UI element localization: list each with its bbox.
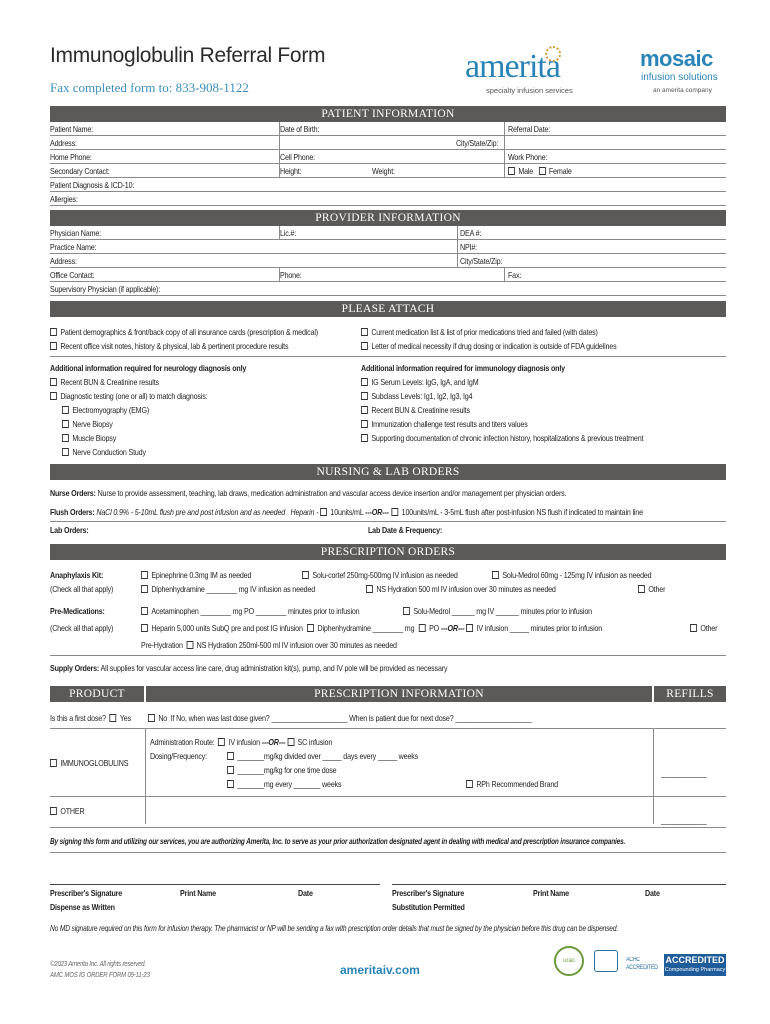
- checkbox[interactable]: [50, 392, 57, 400]
- checkbox[interactable]: [361, 378, 368, 386]
- allergies-field[interactable]: Allergies:: [50, 194, 78, 204]
- checkbox[interactable]: [227, 780, 234, 788]
- achc-text: ACHC ACCREDITED: [626, 957, 658, 971]
- neuro-item: Nerve Biopsy: [62, 418, 113, 431]
- checkbox[interactable]: [391, 508, 398, 516]
- cell-phone-field[interactable]: Cell Phone:: [280, 152, 316, 162]
- rph-brand-option: RPh Recommended Brand: [466, 778, 558, 791]
- divider: [50, 356, 726, 357]
- immuno-item: Subclass Levels: Ig1, Ig2, Ig3, Ig4: [361, 390, 472, 403]
- neuro-item: Muscle Biopsy: [62, 432, 116, 445]
- date-2: Date: [645, 888, 660, 898]
- checkbox[interactable]: [361, 420, 368, 428]
- divider: [653, 728, 654, 824]
- npi-field[interactable]: NPI#:: [460, 242, 477, 252]
- checkbox[interactable]: [638, 585, 645, 593]
- print-name-1: Print Name: [180, 888, 216, 898]
- iv-checkbox[interactable]: [218, 738, 225, 746]
- rx-item: Other: [638, 583, 665, 596]
- dosing-option: _______mg/kg divided over _____ days every _____ weeks: [227, 750, 418, 763]
- divider: [457, 226, 458, 268]
- mosaic-sub-tagline: an amerita company: [653, 87, 712, 94]
- checkbox[interactable]: [186, 641, 193, 649]
- divider: [279, 226, 280, 240]
- provider-row-3: [50, 254, 726, 268]
- immuno-item: IG Serum Levels: IgG, IgA, and IgM: [361, 376, 479, 389]
- print-name-2: Print Name: [533, 888, 569, 898]
- checkbox[interactable]: [62, 406, 69, 414]
- patient-info-header: PATIENT INFORMATION: [50, 106, 726, 122]
- supervisory-physician-field[interactable]: Supervisory Physician (if applicable):: [50, 284, 161, 294]
- checkbox[interactable]: [50, 328, 57, 336]
- checkbox[interactable]: [50, 342, 57, 350]
- checkbox[interactable]: [361, 328, 368, 336]
- signature-line-2[interactable]: [392, 884, 726, 885]
- checkbox[interactable]: [62, 448, 69, 456]
- work-phone-field[interactable]: Work Phone:: [508, 152, 548, 162]
- checkbox[interactable]: [141, 607, 148, 615]
- city-state-zip-field[interactable]: City/State/Zip:: [456, 138, 499, 148]
- authorization-statement: By signing this form and utilizing our services, you are authorizing Amerita, Inc. to serve as your prior authorization designated agent in dealing with medical and prescription insurance companies.: [50, 836, 626, 846]
- neuro-item: Recent BUN & Creatinine results: [50, 376, 159, 389]
- no-checkbox[interactable]: [148, 714, 155, 722]
- attach-item: Patient demographics & front/back copy of all insurance cards (prescription & medical): [50, 326, 318, 339]
- lab-date-field[interactable]: Lab Date & Frequency:: [368, 525, 443, 535]
- provider-address-field[interactable]: Address:: [50, 256, 77, 266]
- patient-row-4: [50, 164, 726, 178]
- sig1-label: Prescriber's Signature: [50, 888, 123, 898]
- rx-item: Solu-Medrol 60mg - 125mg IV infusion as needed: [492, 569, 651, 582]
- height-field[interactable]: Height:: [280, 166, 302, 176]
- immunoglobulins-checkbox[interactable]: [50, 759, 57, 767]
- checkbox[interactable]: [466, 624, 473, 632]
- checkbox[interactable]: [141, 624, 148, 632]
- rx-item: Acetaminophen ________ mg PO ________ minutes prior to infusion: [141, 605, 359, 618]
- divider: [50, 655, 726, 656]
- checkbox[interactable]: [320, 508, 327, 516]
- divider: [50, 728, 726, 729]
- weight-field[interactable]: Weight:: [372, 166, 395, 176]
- neuro-item: Electromyography (EMG): [62, 404, 149, 417]
- other-option: OTHER: [50, 805, 84, 818]
- divider: [50, 796, 726, 797]
- dosing-option: _______mg/kg for one time dose: [227, 764, 336, 777]
- immunoglobulins-option: IMMUNOGLOBULINS: [50, 757, 128, 770]
- immuno-item: Supporting documentation of chronic infection history, hospitalizations & previous treatment: [361, 432, 643, 445]
- divider: [504, 122, 505, 178]
- admin-route: Administration Route: IV infusion ---OR--- SC infusion: [150, 737, 333, 747]
- attach-item: Recent office visit notes, history & physical, lab & pertinent procedure results: [50, 340, 288, 353]
- checkbox[interactable]: [492, 571, 499, 579]
- nurse-orders: Nurse Orders: Nurse to provide assessment, teaching, lab draws, medication administration and vascular access device insertion and/or management per physician orders.: [50, 488, 567, 498]
- attach-item: Letter of medical necessity if drug dosing or indication is outside of FDA guidelines: [361, 340, 617, 353]
- divider: [50, 827, 726, 828]
- sig1-sub: Dispense as Written: [50, 902, 115, 912]
- provider-row-2: [50, 240, 726, 254]
- refill-field[interactable]: ____________: [661, 768, 707, 778]
- accredited-badge: ACCREDITED Compounding Pharmacy: [664, 954, 726, 976]
- sc-checkbox[interactable]: [287, 738, 294, 746]
- address-field[interactable]: Address:: [50, 138, 77, 148]
- provider-city-field[interactable]: City/State/Zip:: [460, 256, 503, 266]
- checkbox[interactable]: [50, 378, 57, 386]
- home-phone-field[interactable]: Home Phone:: [50, 152, 92, 162]
- supply-orders: Supply Orders: All supplies for vascular access line care, drug administration kit(s), pump, and IV pole will be provided as necessary: [50, 663, 448, 673]
- immuno-item: Recent BUN & Creatinine results: [361, 404, 470, 417]
- rx-item: NS Hydration 500 ml IV infusion over 30 minutes as needed: [366, 583, 556, 596]
- provider-row-4: [50, 268, 726, 282]
- urac-badge-icon: urac: [554, 946, 584, 976]
- provider-row-5: [50, 282, 726, 296]
- patient-row-1: [50, 122, 726, 136]
- divider: [279, 268, 280, 282]
- form-code: AMC MOS IG ORDER FORM 09-11-23: [50, 972, 150, 979]
- female-checkbox[interactable]: [539, 167, 546, 175]
- divider: [504, 268, 505, 282]
- first-dose-question: Is this a first dose? Yes: [50, 713, 131, 723]
- check-all-note: (Check all that apply): [50, 623, 114, 633]
- provider-phone-field[interactable]: Phone:: [280, 270, 302, 280]
- yes-checkbox[interactable]: [110, 714, 117, 722]
- rx-item: Diphenhydramine ________ mg IV infusion as needed: [141, 583, 315, 596]
- website-link[interactable]: ameritaiv.com: [340, 963, 420, 977]
- rx-item: Pre-Hydration NS Hydration 250ml-500 ml IV infusion over 30 minutes as needed: [141, 640, 397, 650]
- nursing-header: NURSING & LAB ORDERS: [50, 464, 726, 480]
- rph-checkbox[interactable]: [466, 780, 473, 788]
- provider-fax-field[interactable]: Fax:: [508, 270, 522, 280]
- amerita-tagline: specialty infusion services: [486, 86, 573, 95]
- neuro-title: Additional information required for neurology diagnosis only: [50, 363, 247, 373]
- check-all-note: (Check all that apply): [50, 584, 114, 594]
- diagnosis-field[interactable]: Patient Diagnosis & ICD-10:: [50, 180, 135, 190]
- checkbox[interactable]: [302, 571, 309, 579]
- referral-date-field[interactable]: Referral Date:: [508, 124, 551, 134]
- patient-row-5: [50, 178, 726, 192]
- neuro-item: Nerve Conduction Study: [62, 446, 146, 459]
- checkbox[interactable]: [361, 392, 368, 400]
- physician-name-field[interactable]: Physician Name:: [50, 228, 101, 238]
- mosaic-logo: mosaic: [640, 46, 713, 71]
- fax-instructions: Fax completed form to: 833-908-1122: [50, 80, 249, 95]
- dosing-option: _______mg every _______ weeks: [227, 778, 341, 791]
- refill-field[interactable]: ____________: [661, 815, 707, 825]
- divider: [279, 122, 280, 178]
- immuno-item: Immunization challenge test results and titers values: [361, 418, 528, 431]
- lab-orders-field[interactable]: Lab Orders:: [50, 525, 89, 535]
- provider-info-header: PROVIDER INFORMATION: [50, 210, 726, 226]
- checkbox[interactable]: [366, 585, 373, 593]
- checkbox[interactable]: [227, 752, 234, 760]
- rx-header: PRESCRIPTION ORDERS: [50, 544, 726, 560]
- flush-orders: Flush Orders: NaCl 0.9% - 5-10mL flush pre and post infusion and as needed Heparin - 10units/mL ---OR--- 100units/mL - 3-5mL flush after post-infusion NS flush if indicated to maintain line: [50, 507, 643, 517]
- anaphylaxis-label: Anaphylaxis Kit:: [50, 570, 104, 580]
- checkbox[interactable]: [361, 342, 368, 350]
- sex-options: Male Female: [508, 165, 572, 177]
- checkbox[interactable]: [419, 624, 426, 632]
- checkbox[interactable]: [141, 571, 148, 579]
- patient-row-3: [50, 150, 726, 164]
- checkbox[interactable]: [690, 624, 697, 632]
- practice-name-field[interactable]: Practice Name:: [50, 242, 97, 252]
- achc-badge-icon: [594, 950, 618, 972]
- secondary-contact-field[interactable]: Secondary Contact:: [50, 166, 110, 176]
- checkbox[interactable]: [361, 406, 368, 414]
- license-field[interactable]: Lic.#:: [280, 228, 297, 238]
- rx-item: Other: [690, 622, 717, 635]
- checkbox[interactable]: [141, 585, 148, 593]
- checkbox[interactable]: [403, 607, 410, 615]
- sig2-label: Prescriber's Signature: [392, 888, 465, 898]
- product-header: PRODUCT: [50, 686, 144, 702]
- rx-item: Heparin 5,000 units SubQ pre and post IG infusion Diphenhydramine ________ mg PO ---OR--- IV infusion _____ minutes prior to infusion: [141, 622, 602, 635]
- male-checkbox[interactable]: [508, 167, 515, 175]
- prescription-info-header: PRESCRIPTION INFORMATION: [146, 686, 652, 702]
- premed-label: Pre-Medications:: [50, 606, 105, 616]
- attach-item: Current medication list & list of prior medications tried and failed (with dates): [361, 326, 598, 339]
- dea-field[interactable]: DEA #:: [460, 228, 482, 238]
- divider: [50, 852, 726, 853]
- checkbox[interactable]: [62, 420, 69, 428]
- please-attach-header: PLEASE ATTACH: [50, 301, 726, 317]
- mosaic-tagline: infusion solutions: [641, 72, 718, 83]
- checkbox[interactable]: [361, 434, 368, 442]
- provider-row-1: [50, 226, 726, 240]
- other-checkbox[interactable]: [50, 807, 57, 815]
- checkbox[interactable]: [307, 624, 314, 632]
- office-contact-field[interactable]: Office Contact:: [50, 270, 95, 280]
- patient-name-field[interactable]: Patient Name:: [50, 124, 93, 134]
- checkbox[interactable]: [227, 766, 234, 774]
- neuro-item: Diagnostic testing (one or all) to match diagnosis:: [50, 390, 207, 403]
- patient-row-6: [50, 192, 726, 206]
- divider: [145, 728, 146, 824]
- divider: [50, 521, 726, 522]
- patient-row-2: [50, 136, 726, 150]
- amerita-emblem-icon: [545, 46, 561, 62]
- refills-header: REFILLS: [654, 686, 726, 702]
- rx-item: Solu-cortef 250mg-500mg IV infusion as needed: [302, 569, 458, 582]
- rx-item: Epinephrine 0.3mg IM as needed: [141, 569, 251, 582]
- copyright: ©2023 Amerita Inc. All rights reserved.: [50, 961, 146, 968]
- date-1: Date: [298, 888, 313, 898]
- last-dose-question: No If No, when was last dose given? ____________________ When is patient due for next dose? ____________________: [148, 712, 531, 725]
- sig2-sub: Substitution Permitted: [392, 902, 465, 912]
- dosing-label: Dosing/Frequency:: [150, 751, 207, 761]
- dob-field[interactable]: Date of Birth:: [280, 124, 320, 134]
- rx-item: Solu-Medrol ______ mg IV ______ minutes prior to infusion: [403, 605, 592, 618]
- immuno-title: Additional information required for immunology diagnosis only: [361, 363, 565, 373]
- no-md-note: No MD signature required on this form for infusion therapy. The pharmacist or NP will be sending a fax with prescription order details that must be signed by the physician before this drug can be dispensed.: [50, 923, 619, 933]
- amerita-logo: amerita: [465, 48, 560, 85]
- form-title: Immunoglobulin Referral Form: [50, 44, 326, 67]
- checkbox[interactable]: [62, 434, 69, 442]
- signature-line-1[interactable]: [50, 884, 380, 885]
